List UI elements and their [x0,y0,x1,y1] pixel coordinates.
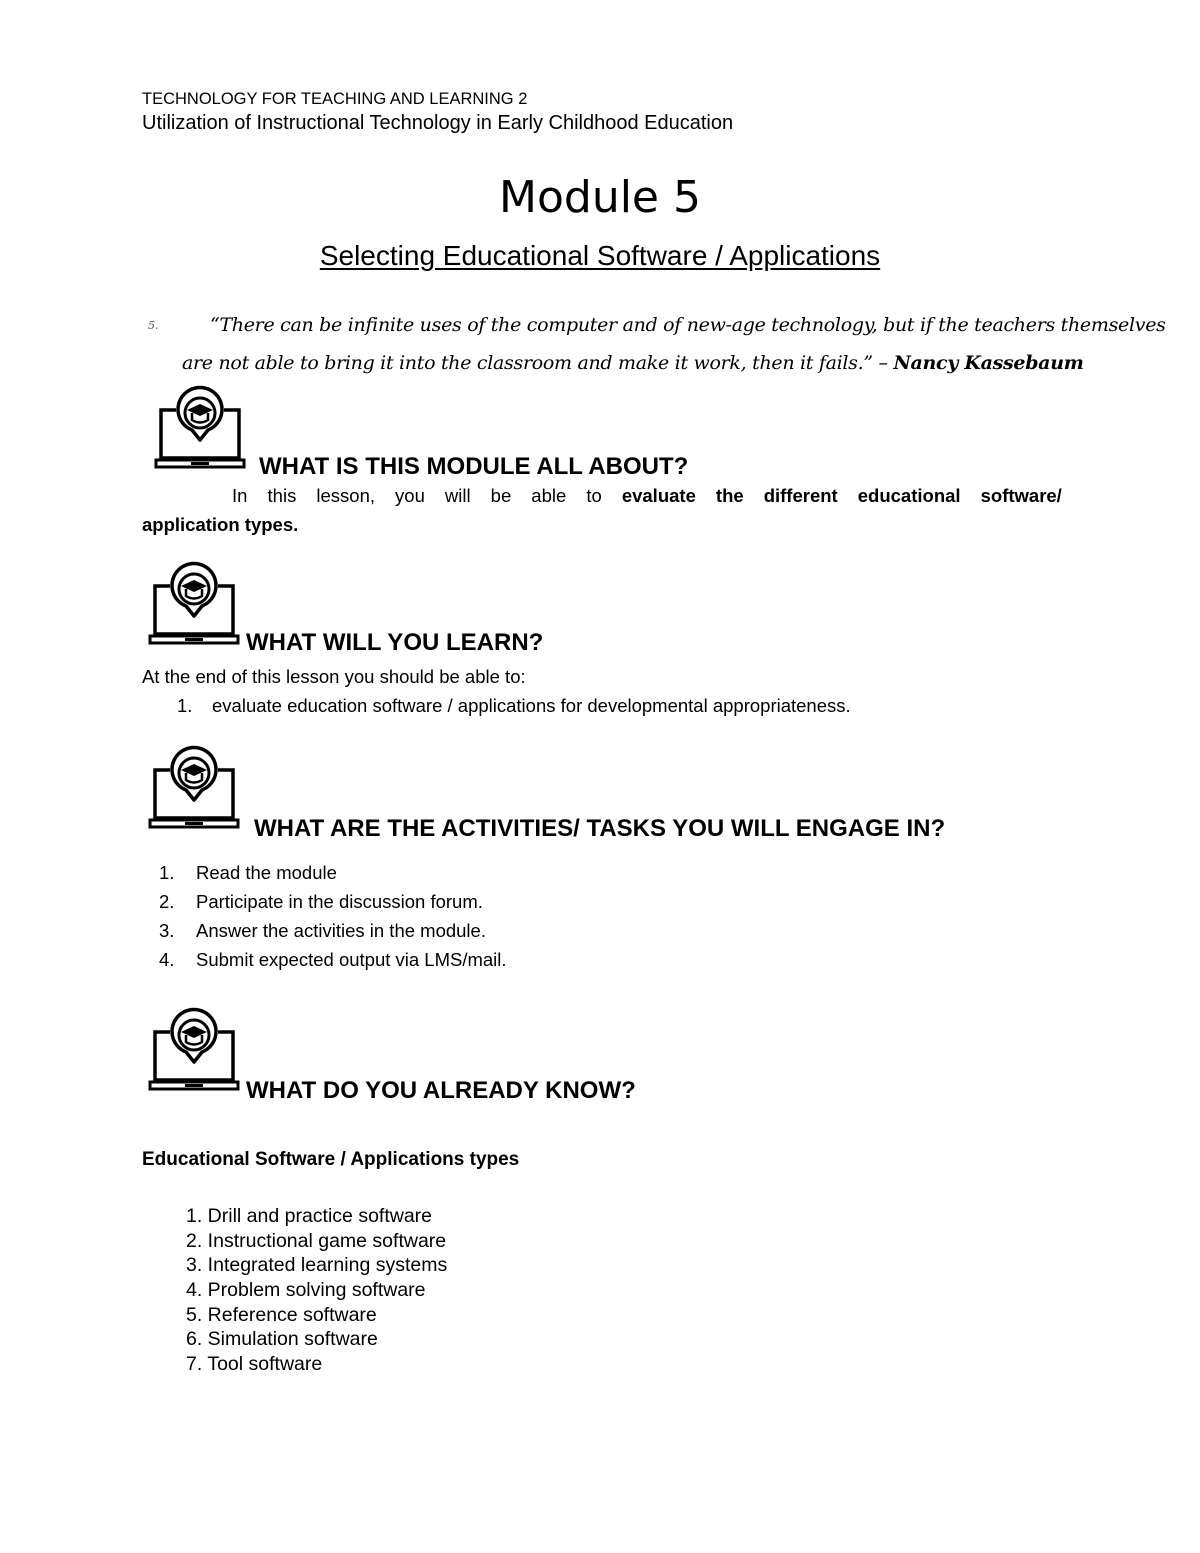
list-item [159,949,507,978]
list-text: Read the module [196,862,337,883]
quote-number: 5. [148,319,159,332]
laptop-graduation-cap-icon [148,1002,240,1094]
list-item [159,920,507,949]
about-text-line-2: application types. [142,514,299,535]
section-heading-know: WHAT DO YOU ALREADY KNOW? [246,1077,636,1104]
section-heading-learn: WHAT WILL YOU LEARN? [246,629,544,656]
learn-lead-text: At the end of this lesson you should be able to: [142,666,526,687]
bold-word: evaluate [621,485,696,506]
quote-line-2-text: are not able to bring it into the classroom and make it work, then it fails.” – [182,352,888,374]
module-topic: Selecting Educational Software / Applications [319,240,881,271]
types-subheading: Educational Software / Applications types [142,1149,520,1170]
list-text: Submit expected output via LMS/mail. [196,949,507,970]
module-title: Module 5 [499,172,701,223]
laptop-graduation-cap-icon [148,556,240,648]
quote-line-2 [182,352,1084,374]
bold-word: educational [857,485,961,506]
list-number: 3. [159,920,175,941]
list-item: 2. Instructional game software [186,1229,447,1252]
bold-word: different [763,485,838,506]
quote-author: Nancy Kassebaum [893,352,1084,374]
list-text: Participate in the discussion forum. [196,891,483,912]
list-text: Answer the activities in the module. [196,920,486,941]
bold-word: the [715,485,744,506]
bold-word: software/ [980,485,1062,506]
indent [142,485,212,507]
list-item: 6. Simulation software [186,1328,378,1351]
list-item: 5. Reference software [186,1303,377,1326]
word: you [395,485,425,506]
section-heading-activities: WHAT ARE THE ACTIVITIES/ TASKS YOU WILL ENGAGE IN? [254,815,946,842]
activities-list [159,862,507,978]
course-title: TECHNOLOGY FOR TEACHING AND LEARNING 2 [142,90,528,108]
list-number: 1. [177,695,193,716]
list-item: 1. Drill and practice software [186,1205,433,1227]
laptop-graduation-cap-icon [154,380,246,472]
list-number: 1. [159,862,175,883]
list-text: evaluate education software / applications for developmental appropriateness. [212,695,851,716]
word: be [490,485,512,506]
word: able [531,485,567,506]
software-types-list [186,1205,447,1378]
word: this [267,485,297,506]
list-number: 2. [159,891,175,912]
list-item [159,862,507,891]
list-number: 4. [159,949,175,970]
list-item [159,891,507,920]
word: In [232,485,248,506]
list-item [177,695,851,717]
laptop-graduation-cap-icon [148,740,240,832]
section-heading-about: WHAT IS THIS MODULE ALL ABOUT? [259,453,689,480]
list-item: 3. Integrated learning systems [186,1254,448,1277]
course-subtitle: Utilization of Instructional Technology in Early Childhood Education [142,112,734,134]
word: lesson, [316,485,375,506]
list-item: 4. Problem solving software [186,1279,426,1302]
about-text-line-1 [142,485,1062,507]
word: will [444,485,471,506]
word: to [586,485,602,506]
list-item: 7. Tool software [186,1353,323,1376]
quote-line-1: “There can be infinite uses of the computer and of new-age technology, but if the teachers themselves [210,314,1166,336]
